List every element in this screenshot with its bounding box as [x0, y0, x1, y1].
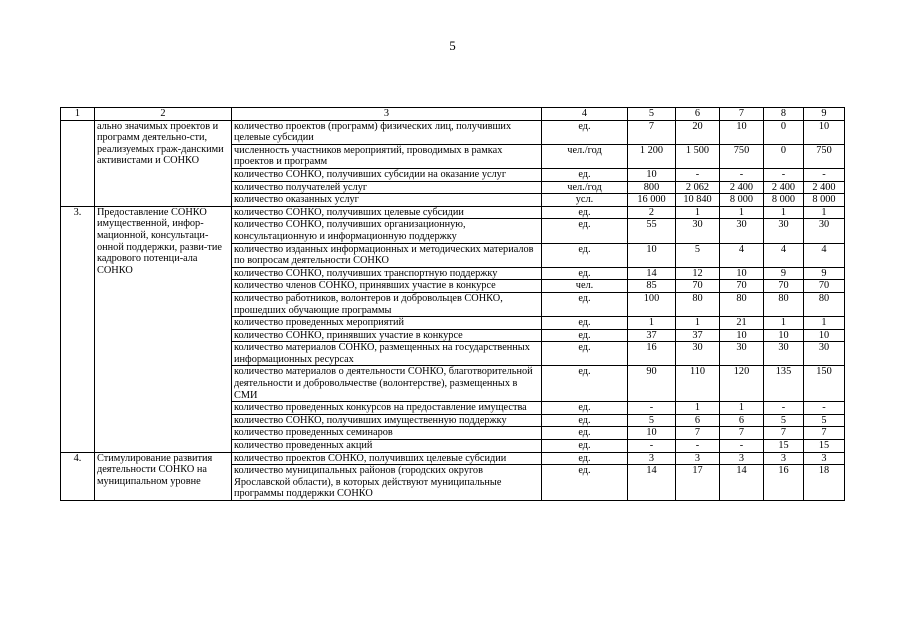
unit-cell: чел. [542, 280, 628, 293]
value-cell-v9: 8 000 [804, 194, 845, 207]
value-cell-v6: 1 [676, 206, 720, 219]
indicator-name: количество проведенных конкурсов на предоставление имущества [232, 402, 542, 415]
indicator-name: количество членов СОНКО, принявших участие в конкурсе [232, 280, 542, 293]
unit-cell: ед. [542, 440, 628, 453]
value-cell-v5: 5 [628, 414, 676, 427]
value-cell-v6: 30 [676, 342, 720, 366]
value-cell-v9: 80 [804, 292, 845, 316]
value-cell-v8: 10 [764, 329, 804, 342]
value-cell-v8: 135 [764, 366, 804, 402]
value-cell-v7: 10 [720, 329, 764, 342]
value-cell-v8: - [764, 402, 804, 415]
value-cell-v7: 3 [720, 452, 764, 465]
value-cell-v6: 1 500 [676, 144, 720, 168]
value-cell-v9: 750 [804, 144, 845, 168]
value-cell-v7: 10 [720, 267, 764, 280]
value-cell-v9: 10 [804, 120, 845, 144]
value-cell-v8: 8 000 [764, 194, 804, 207]
value-cell-v6: 30 [676, 219, 720, 243]
item-number: 3. [61, 206, 95, 452]
value-cell-v9: 4 [804, 243, 845, 267]
activity-name: ально значимых проектов и программ деятельно-сти, реализуемых граж-данскими активистами и СОНКО [95, 120, 232, 206]
value-cell-v9: 10 [804, 329, 845, 342]
value-cell-v9: 150 [804, 366, 845, 402]
value-cell-v7: 70 [720, 280, 764, 293]
table-row [61, 206, 845, 219]
value-cell-v6: 10 840 [676, 194, 720, 207]
indicator-name: численность участников мероприятий, проводимых в рамках проектов и программ [232, 144, 542, 168]
value-cell-v8: 1 [764, 206, 804, 219]
value-cell-v8: 1 [764, 317, 804, 330]
value-cell-v9: - [804, 168, 845, 181]
value-cell-v8: 3 [764, 452, 804, 465]
value-cell-v6: - [676, 168, 720, 181]
table-row [61, 452, 845, 465]
indicator-name: количество работников, волонтеров и добровольцев СОНКО, прошедших обучающие программы [232, 292, 542, 316]
indicator-name: количество получателей услуг [232, 181, 542, 194]
unit-cell: ед. [542, 120, 628, 144]
value-cell-v5: 1 [628, 317, 676, 330]
unit-cell: ед. [542, 206, 628, 219]
value-cell-v7: 80 [720, 292, 764, 316]
value-cell-v8: 2 400 [764, 181, 804, 194]
indicators-table [60, 107, 845, 501]
value-cell-v9: 70 [804, 280, 845, 293]
value-cell-v5: 16 000 [628, 194, 676, 207]
unit-cell: ед. [542, 243, 628, 267]
value-cell-v6: 1 [676, 402, 720, 415]
value-cell-v6: 17 [676, 465, 720, 501]
value-cell-v9: - [804, 402, 845, 415]
value-cell-v7: - [720, 440, 764, 453]
indicator-name: количество проектов (программ) физических лиц, получивших целевые субсидии [232, 120, 542, 144]
indicator-name: количество СОНКО, получивших целевые субсидии [232, 206, 542, 219]
value-cell-v7: 1 [720, 206, 764, 219]
value-cell-v5: 16 [628, 342, 676, 366]
value-cell-v8: 70 [764, 280, 804, 293]
value-cell-v7: 8 000 [720, 194, 764, 207]
value-cell-v6: 12 [676, 267, 720, 280]
value-cell-v6: - [676, 440, 720, 453]
value-cell-v9: 30 [804, 342, 845, 366]
value-cell-v9: 7 [804, 427, 845, 440]
value-cell-v6: 70 [676, 280, 720, 293]
value-cell-v9: 1 [804, 317, 845, 330]
indicator-name: количество СОНКО, получивших субсидии на оказание услуг [232, 168, 542, 181]
column-header: 1 [61, 108, 95, 121]
item-number [61, 120, 95, 206]
value-cell-v8: 9 [764, 267, 804, 280]
unit-cell: чел./год [542, 144, 628, 168]
value-cell-v9: 5 [804, 414, 845, 427]
page-number: 5 [449, 38, 456, 53]
value-cell-v8: 80 [764, 292, 804, 316]
value-cell-v7: 1 [720, 402, 764, 415]
value-cell-v8: 16 [764, 465, 804, 501]
value-cell-v6: 80 [676, 292, 720, 316]
value-cell-v7: 2 400 [720, 181, 764, 194]
value-cell-v8: 5 [764, 414, 804, 427]
value-cell-v8: 0 [764, 120, 804, 144]
value-cell-v6: 3 [676, 452, 720, 465]
indicator-name: количество СОНКО, принявших участие в конкурсе [232, 329, 542, 342]
value-cell-v6: 20 [676, 120, 720, 144]
value-cell-v8: 15 [764, 440, 804, 453]
value-cell-v5: 100 [628, 292, 676, 316]
value-cell-v5: 90 [628, 366, 676, 402]
indicator-name: количество СОНКО, получивших организационную, консультационную и информационную поддержку [232, 219, 542, 243]
value-cell-v5: - [628, 402, 676, 415]
unit-cell: усл. [542, 194, 628, 207]
value-cell-v5: 37 [628, 329, 676, 342]
unit-cell: ед. [542, 329, 628, 342]
value-cell-v5: 10 [628, 168, 676, 181]
value-cell-v6: 37 [676, 329, 720, 342]
table-header [61, 108, 845, 121]
value-cell-v7: 4 [720, 243, 764, 267]
indicator-name: количество изданных информационных и методических материалов по вопросам деятельности СОНКО [232, 243, 542, 267]
table-row [61, 120, 845, 144]
column-header: 8 [764, 108, 804, 121]
unit-cell: ед. [542, 219, 628, 243]
column-header: 2 [95, 108, 232, 121]
value-cell-v5: 10 [628, 243, 676, 267]
column-header: 3 [232, 108, 542, 121]
indicator-name: количество проведенных акций [232, 440, 542, 453]
unit-cell: ед. [542, 452, 628, 465]
value-cell-v6: 6 [676, 414, 720, 427]
value-cell-v9: 15 [804, 440, 845, 453]
value-cell-v8: 7 [764, 427, 804, 440]
column-header: 9 [804, 108, 845, 121]
activity-name: Предоставление СОНКО имущественной, инфор-мационной, консультаци-онной поддержки, разви-тие кадрового потенци-ала СОНКО [95, 206, 232, 452]
value-cell-v6: 1 [676, 317, 720, 330]
value-cell-v8: 0 [764, 144, 804, 168]
value-cell-v9: 18 [804, 465, 845, 501]
value-cell-v8: 4 [764, 243, 804, 267]
activity-name: Стимулирование развития деятельности СОНКО на муниципальном уровне [95, 452, 232, 500]
value-cell-v8: 30 [764, 219, 804, 243]
indicator-name: количество проведенных мероприятий [232, 317, 542, 330]
value-cell-v7: 30 [720, 219, 764, 243]
value-cell-v7: - [720, 168, 764, 181]
indicator-name: количество материалов о деятельности СОНКО, благотворительной деятельности и добровольчестве (волонтерстве), размещенных в СМИ [232, 366, 542, 402]
unit-cell: ед. [542, 414, 628, 427]
value-cell-v6: 5 [676, 243, 720, 267]
value-cell-v5: 3 [628, 452, 676, 465]
item-number: 4. [61, 452, 95, 500]
value-cell-v7: 7 [720, 427, 764, 440]
value-cell-v5: 55 [628, 219, 676, 243]
unit-cell: ед. [542, 427, 628, 440]
unit-cell: ед. [542, 366, 628, 402]
indicator-name: количество материалов СОНКО, размещенных на государственных информационных ресурсах [232, 342, 542, 366]
value-cell-v5: - [628, 440, 676, 453]
value-cell-v5: 14 [628, 465, 676, 501]
indicator-name: количество проведенных семинаров [232, 427, 542, 440]
value-cell-v7: 14 [720, 465, 764, 501]
value-cell-v9: 2 400 [804, 181, 845, 194]
unit-cell: ед. [542, 317, 628, 330]
value-cell-v9: 30 [804, 219, 845, 243]
column-header: 6 [676, 108, 720, 121]
unit-cell: ед. [542, 292, 628, 316]
value-cell-v5: 14 [628, 267, 676, 280]
value-cell-v8: 30 [764, 342, 804, 366]
value-cell-v5: 1 200 [628, 144, 676, 168]
value-cell-v6: 110 [676, 366, 720, 402]
value-cell-v7: 750 [720, 144, 764, 168]
value-cell-v6: 2 062 [676, 181, 720, 194]
value-cell-v5: 800 [628, 181, 676, 194]
unit-cell: ед. [542, 465, 628, 501]
unit-cell: ед. [542, 168, 628, 181]
table-body [61, 120, 845, 500]
column-header: 5 [628, 108, 676, 121]
indicator-name: количество муниципальных районов (городских округов Ярославской области), в которых действуют муниципальные программы поддержки СОНКО [232, 465, 542, 501]
value-cell-v7: 21 [720, 317, 764, 330]
value-cell-v8: - [764, 168, 804, 181]
unit-cell: чел./год [542, 181, 628, 194]
value-cell-v5: 7 [628, 120, 676, 144]
value-cell-v7: 120 [720, 366, 764, 402]
unit-cell: ед. [542, 402, 628, 415]
value-cell-v9: 3 [804, 452, 845, 465]
value-cell-v9: 9 [804, 267, 845, 280]
indicator-name: количество проектов СОНКО, получивших целевые субсидии [232, 452, 542, 465]
value-cell-v7: 30 [720, 342, 764, 366]
value-cell-v5: 85 [628, 280, 676, 293]
unit-cell: ед. [542, 267, 628, 280]
indicator-name: количество оказанных услуг [232, 194, 542, 207]
indicator-name: количество СОНКО, получивших имущественную поддержку [232, 414, 542, 427]
value-cell-v6: 7 [676, 427, 720, 440]
value-cell-v7: 6 [720, 414, 764, 427]
unit-cell: ед. [542, 342, 628, 366]
column-header: 4 [542, 108, 628, 121]
value-cell-v5: 10 [628, 427, 676, 440]
value-cell-v9: 1 [804, 206, 845, 219]
indicator-name: количество СОНКО, получивших транспортную поддержку [232, 267, 542, 280]
value-cell-v7: 10 [720, 120, 764, 144]
value-cell-v5: 2 [628, 206, 676, 219]
column-header: 7 [720, 108, 764, 121]
